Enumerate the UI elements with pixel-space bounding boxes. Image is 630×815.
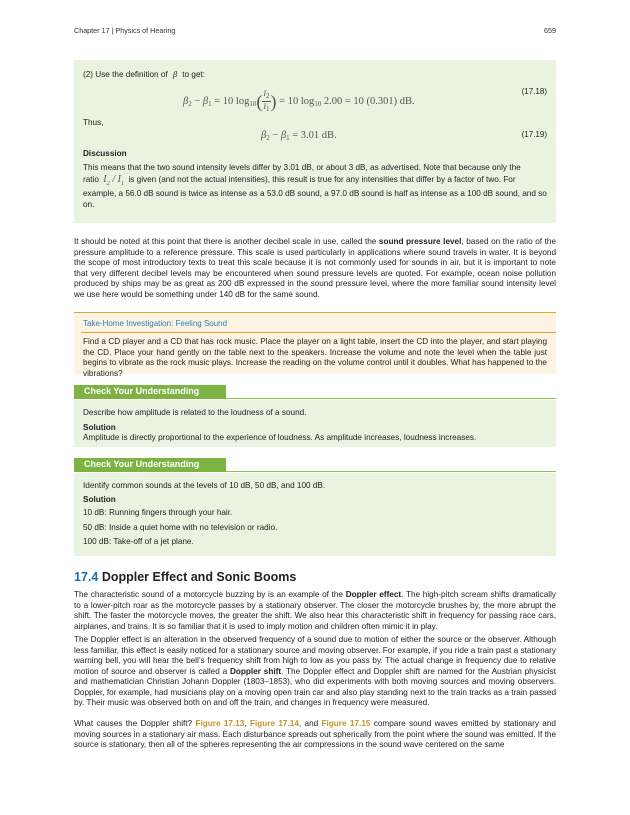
term-sound-pressure-level: sound pressure level bbox=[378, 237, 462, 246]
equation-number: (17.19) bbox=[521, 130, 547, 139]
thus-text: Thus, bbox=[83, 117, 104, 127]
doppler-cause-paragraph: What causes the Doppler shift? Figure 17.13, Figure 17.14, and Figure 17.15 compare sound waves emitted by stationary and moving sources in a stationary air mass. Each disturbance spreads out spherically from the point where the sound was emitted. If the source is stationary, then all of the spheres representing the air compressions in the sound wave centered on the same bbox=[74, 719, 556, 749]
cyu2-question: Identify common sounds at the levels of 10 dB, 50 dB, and 100 dB. bbox=[83, 481, 326, 490]
check-understanding-header-1 bbox=[74, 385, 556, 399]
discussion-line-3: example, a 56.0 dB sound is twice as intense as a 53.0 dB sound, a 97.0 dB sound is half as intense as a 100 dB sound, and so on. bbox=[83, 189, 547, 209]
discussion-title: Discussion bbox=[83, 149, 127, 158]
beta-symbol: β bbox=[172, 70, 178, 79]
discussion-line-2: ratio $I_2 / I_1$ is given (and not the actual intensities), this result is true for any intensities that differ by a factor of two. For bbox=[83, 174, 516, 187]
example-continuation-box bbox=[74, 60, 556, 223]
section-title: Doppler Effect and Sonic Booms bbox=[101, 570, 297, 584]
cyu2-answer: 100 dB: Take-off of a jet plane. bbox=[83, 537, 194, 546]
check-understanding-box-2 bbox=[74, 473, 556, 556]
cyu1-solution: Amplitude is directly proportional to the experience of loudness. As amplitude increases, loudness increases. bbox=[83, 433, 477, 442]
figure-link-17-13[interactable]: Figure 17.13 bbox=[195, 719, 245, 728]
equation-17-18 bbox=[83, 83, 547, 115]
check-understanding-label: Check Your Understanding bbox=[74, 458, 226, 472]
page-header bbox=[74, 26, 556, 38]
term-doppler-effect: Doppler effect bbox=[345, 590, 402, 599]
cyu1-question: Describe how amplitude is related to the loudness of a sound. bbox=[83, 408, 307, 417]
intensity-ratio: $I_2 / I_1$ bbox=[103, 174, 125, 187]
doppler-intro-paragraph: The characteristic sound of a motorcycle buzzing by is an example of the Doppler effect. The high-pitch scream shifts dramatically to a lower-pitch roar as the motorcycle passes by a stationary observer. The closer the motorcycle brushes by, the more abrupt the shift. The faster the motorcycle moves, the greater the shift. We also hear this characteristic shift in frequency for passing race cars, airplanes, and trains. It is so familiar that it is used to imply motion and children often mimic it in play. bbox=[74, 590, 556, 631]
chapter-title: Chapter 17 | Physics of Hearing bbox=[74, 26, 176, 35]
step2-line: (2) Use the definition of β to get: bbox=[83, 70, 206, 79]
equation-17-19 bbox=[83, 129, 547, 147]
check-understanding-label: Check Your Understanding bbox=[74, 385, 226, 399]
check-understanding-header-2 bbox=[74, 458, 556, 472]
sound-pressure-paragraph: It should be noted at this point that there is another decibel scale in use, called the sound pressure level, based on the ratio of the pressure amplitude to a reference pressure. This scale is used particularly in applications where sound travels in water. It is beyond the scope of most introductory texts to treat this scale because it is not commonly used for sounds in air, but it is important to note that very different decibel levels may be encountered when sound pressure levels are quoted. For example, ocean noise pollution produced by ships may be as great as 200 dB expressed in the sound pressure level, where the more familiar sound intensity level we use here would be something under 140 dB for the same sound. bbox=[74, 237, 556, 299]
take-home-title: Take-Home Investigation: Feeling Sound bbox=[81, 319, 556, 333]
section-number: 17.4 bbox=[74, 570, 99, 584]
page-number: 659 bbox=[544, 26, 556, 35]
cyu1-solution-title: Solution bbox=[83, 422, 116, 432]
figure-link-17-15[interactable]: Figure 17.15 bbox=[321, 719, 371, 728]
term-doppler-shift: Doppler shift bbox=[230, 666, 282, 676]
section-heading bbox=[74, 569, 296, 585]
take-home-text: Find a CD player and a CD that has rock music. Place the player on a light table, insert the CD into the player, and start playing the CD. Place your hand gently on the table next to the speakers. Increase the volume and note the level when the table just begins to vibrate as the rock music plays. Increase the reading on the volume control until it doubles. What has happened to the vibrations? bbox=[83, 337, 547, 378]
cyu2-solution-title: Solution bbox=[83, 494, 116, 504]
check-understanding-box-1 bbox=[74, 400, 556, 447]
equation-number: (17.18) bbox=[521, 86, 547, 96]
equation-17-18-body: $\beta_2 - \beta_1 = 10$ $\log_{10}$( $\frac{I_2}{I_1}$ ) = 10 $\log_{10} 2.00 = 10$ (0.301) dB. bbox=[183, 88, 415, 113]
doppler-shift-paragraph: The Doppler effect is an alteration in the observed frequency of a sound due to motion of either the source or the observer. Although less familiar, this effect is easily noticed for a stationary source and moving observer. For example, if you ride a train past a stationary warning bell, you will hear the bell’s frequency shift from high to low as you pass by. The actual change in frequency due to relative motion of source and observer is called a Doppler shift. The Doppler effect and Doppler shift are named for the Austrian physicist and mathematician Christian Johann Doppler (1803–1853), who did experiments with both moving sources and moving observers. Doppler, for example, had musicians play on a moving open train car and also play standing next to the train tracks as a train passed by. Their music was observed both on and off the train, and changes in frequency were measured. bbox=[74, 635, 556, 707]
figure-link-17-14[interactable]: Figure 17.14 bbox=[250, 719, 299, 728]
cyu2-answer: 10 dB: Running fingers through your hair. bbox=[83, 508, 233, 517]
discussion-line-1: This means that the two sound intensity levels differ by 3.01 dB, or about 3 dB, as advertised. Note that because only the bbox=[83, 162, 521, 172]
cyu2-answer: 50 dB: Inside a quiet home with no television or radio. bbox=[83, 522, 278, 532]
equation-17-19-body: $\beta_2 - \beta_1 = 3.01$ dB. bbox=[261, 130, 337, 142]
take-home-investigation-box bbox=[74, 312, 556, 378]
